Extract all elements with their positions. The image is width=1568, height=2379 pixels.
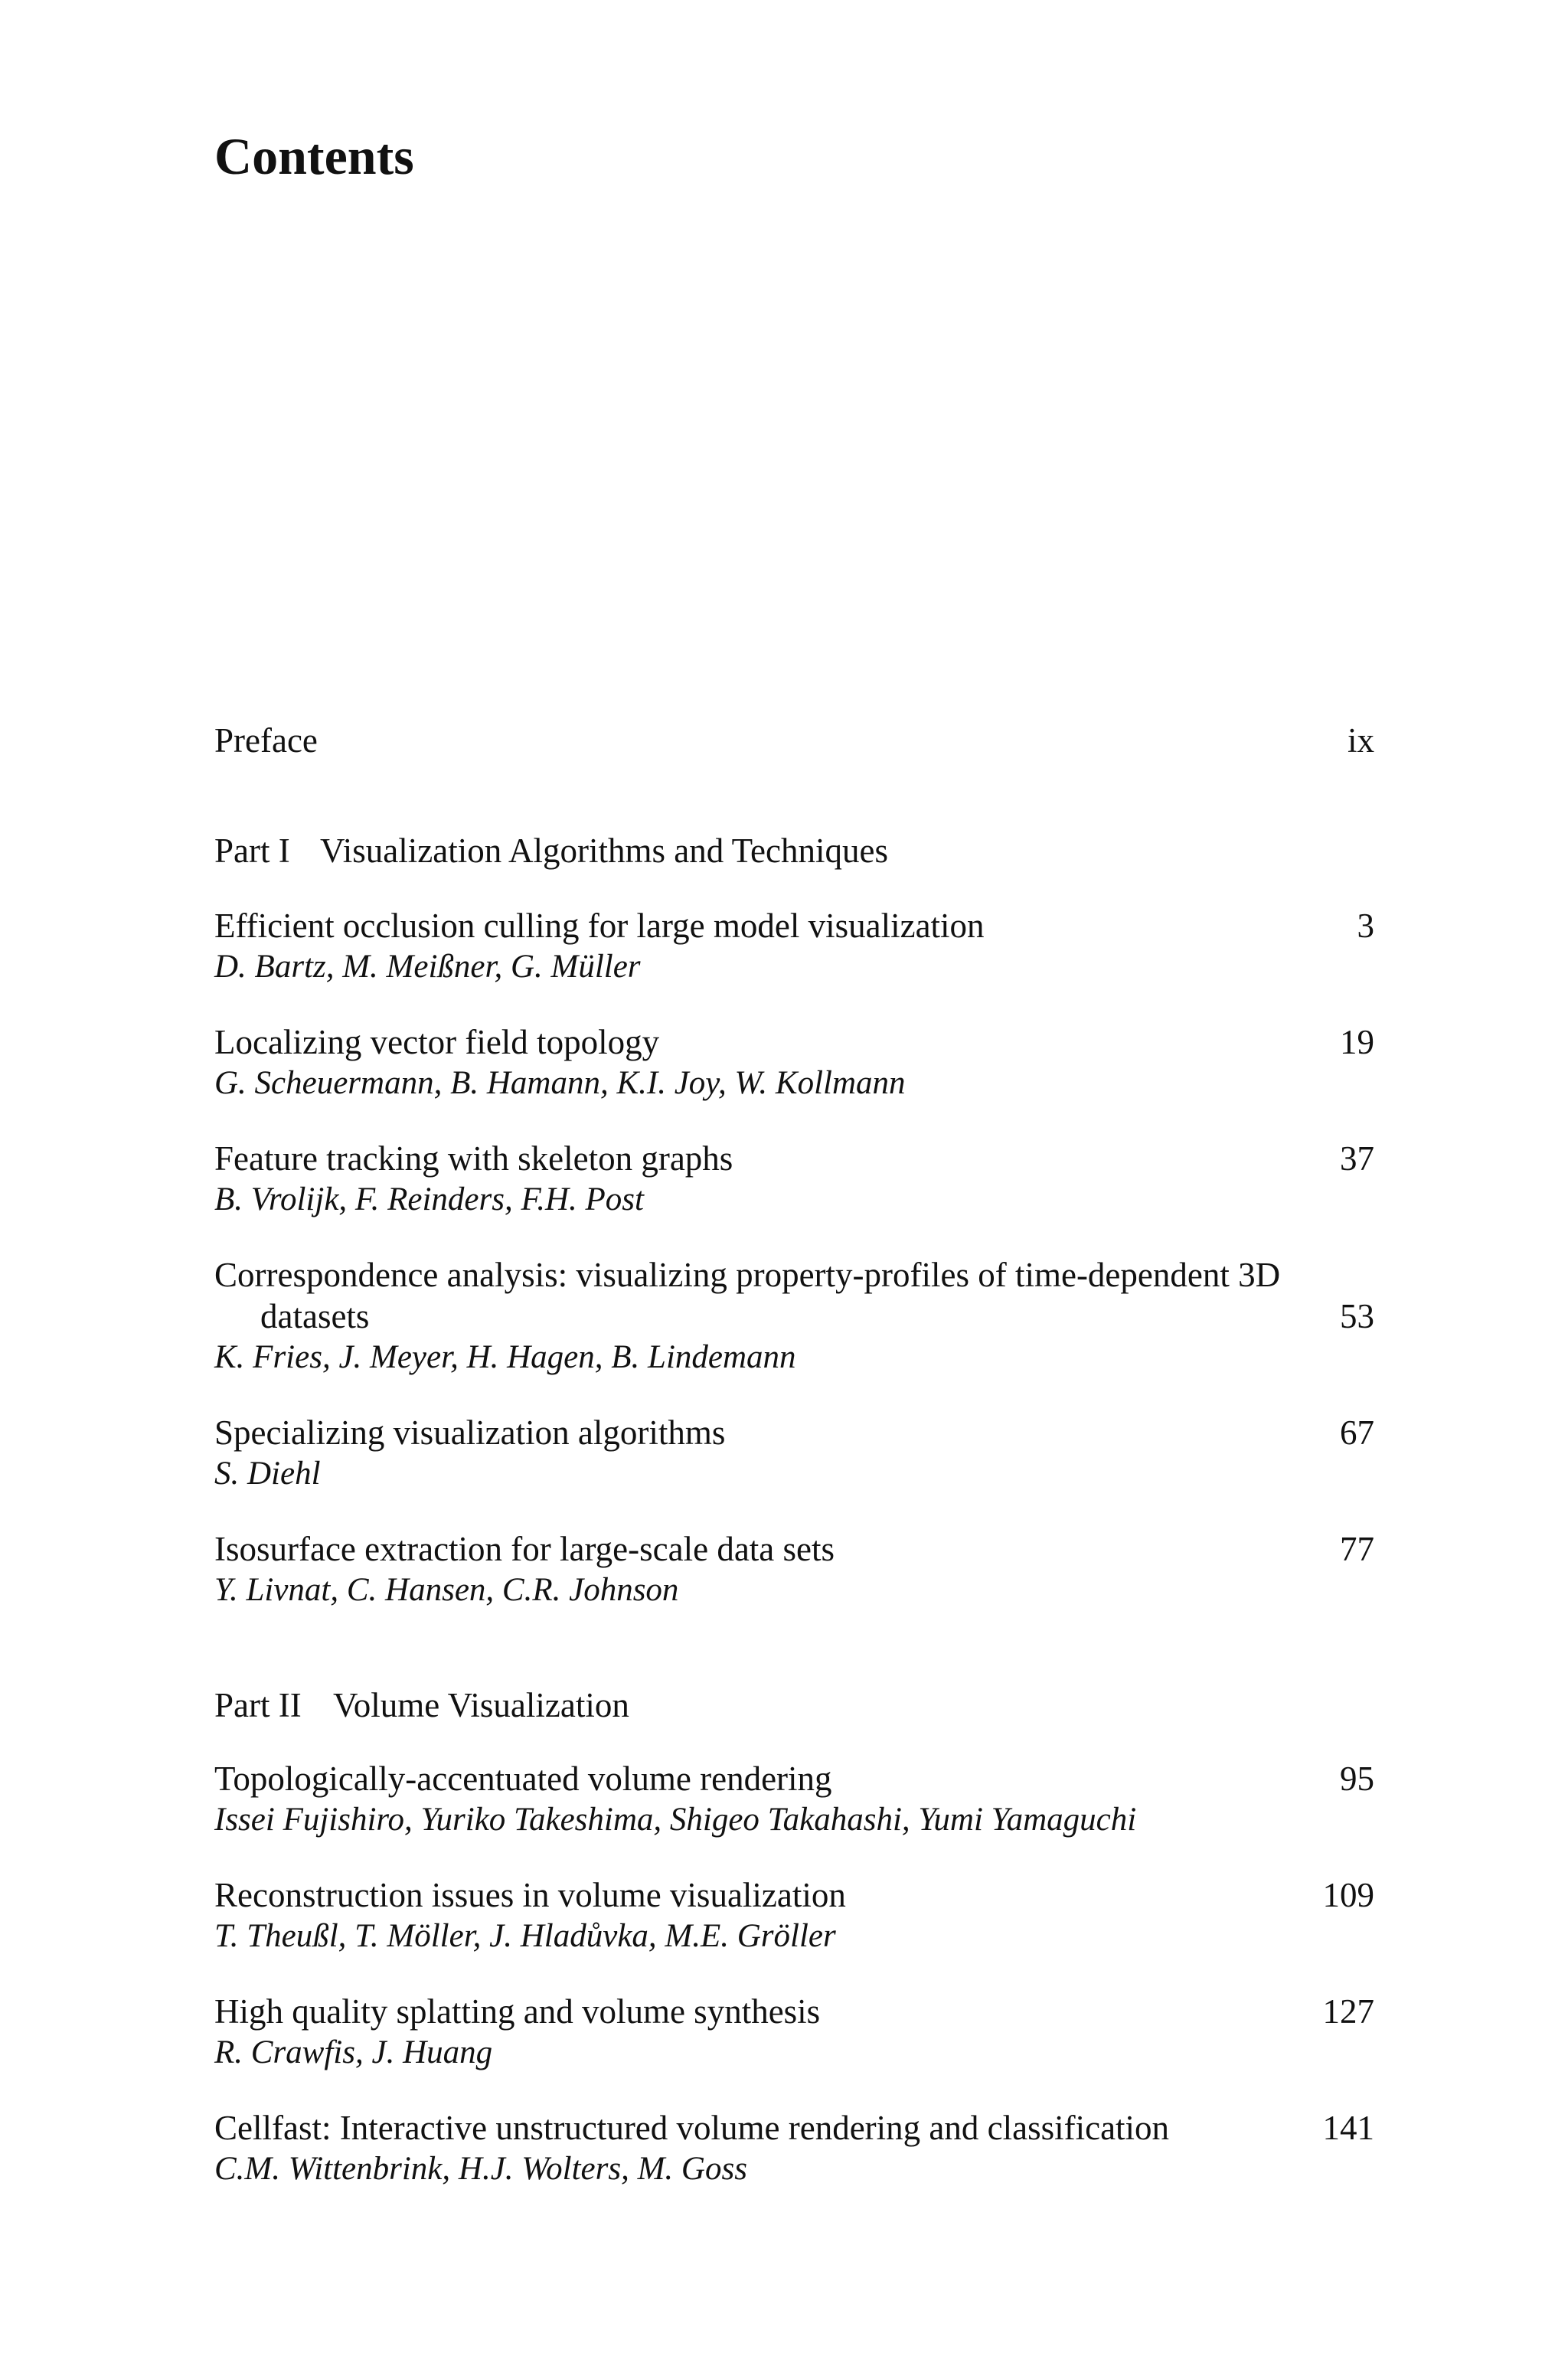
part-heading bbox=[214, 830, 1374, 871]
toc-entry[interactable] bbox=[214, 1021, 1374, 1104]
entry-page-number: 67 bbox=[1340, 1413, 1374, 1452]
page-title: Contents bbox=[214, 127, 414, 185]
entry-title: Correspondence analysis: visualizing property-profiles of time-dependent 3D bbox=[214, 1256, 1281, 1294]
entry-title-cont: datasets bbox=[260, 1297, 370, 1335]
entry-page-number: 141 bbox=[1322, 2109, 1374, 2147]
entry-authors: C.M. Wittenbrink, H.J. Wolters, M. Goss bbox=[214, 2151, 747, 2187]
entry-page-number: 109 bbox=[1322, 1876, 1374, 1914]
entry-title-line bbox=[214, 1758, 1374, 1799]
entry-title: High quality splatting and volume synthesis bbox=[214, 1992, 821, 2031]
entry-title-line bbox=[214, 1021, 1374, 1063]
entry-page-number: 95 bbox=[1340, 1760, 1374, 1798]
entry-title-line bbox=[214, 1528, 1374, 1570]
entry-title-line bbox=[214, 905, 1374, 946]
entry-title-line bbox=[214, 1991, 1374, 2032]
entry-authors: Y. Livnat, C. Hansen, C.R. Johnson bbox=[214, 1572, 679, 1608]
entry-title: Topologically-accentuated volume rendering bbox=[214, 1760, 832, 1798]
entry-title: Isosurface extraction for large-scale data sets bbox=[214, 1530, 835, 1568]
entry-authors: T. Theußl, T. Möller, J. Hladůvka, M.E. Gröller bbox=[214, 1918, 836, 1954]
entry-title: Localizing vector field topology bbox=[214, 1023, 660, 1061]
preface-label: Preface bbox=[214, 721, 318, 760]
entry-title-line bbox=[214, 1874, 1374, 1916]
part-heading bbox=[214, 1685, 1374, 1726]
entry-page-number: 127 bbox=[1322, 1992, 1374, 2031]
toc-entry[interactable] bbox=[214, 1991, 1374, 2073]
toc-entry[interactable] bbox=[214, 2107, 1374, 2190]
table-of-contents bbox=[214, 720, 1374, 2224]
entry-title: Cellfast: Interactive unstructured volume rendering and classification bbox=[214, 2109, 1170, 2147]
entry-title: Efficient occlusion culling for large model visualization bbox=[214, 907, 985, 945]
entry-page-number: 77 bbox=[1340, 1530, 1374, 1568]
part-number: Part I bbox=[214, 832, 290, 870]
entry-authors: R. Crawfis, J. Huang bbox=[214, 2034, 493, 2070]
entry-title-line bbox=[214, 1254, 1374, 1296]
part-number: Part II bbox=[214, 1686, 302, 1724]
entry-authors: B. Vrolijk, F. Reinders, F.H. Post bbox=[214, 1181, 644, 1217]
toc-entry[interactable] bbox=[214, 1528, 1374, 1611]
entry-title-line bbox=[214, 1412, 1374, 1453]
entry-page-number: 53 bbox=[1340, 1297, 1374, 1335]
part-title: Volume Visualization bbox=[333, 1686, 629, 1724]
entry-title: Feature tracking with skeleton graphs bbox=[214, 1139, 733, 1178]
entry-page-number: 37 bbox=[1340, 1139, 1374, 1178]
entry-page-number: 3 bbox=[1357, 907, 1374, 945]
entry-page-number: 19 bbox=[1340, 1023, 1374, 1061]
entry-authors: G. Scheuermann, B. Hamann, K.I. Joy, W. Kollmann bbox=[214, 1065, 906, 1101]
toc-entry[interactable] bbox=[214, 1138, 1374, 1221]
toc-entry[interactable] bbox=[214, 1254, 1374, 1378]
entry-authors: S. Diehl bbox=[214, 1456, 321, 1492]
part-title: Visualization Algorithms and Techniques bbox=[320, 832, 888, 870]
entry-title-continuation bbox=[214, 1296, 1374, 1337]
preface-page-number: ix bbox=[1347, 721, 1374, 760]
toc-entry[interactable] bbox=[214, 1758, 1374, 1841]
entry-title-line bbox=[214, 1138, 1374, 1179]
toc-entry[interactable] bbox=[214, 1874, 1374, 1957]
toc-preface[interactable] bbox=[214, 720, 1374, 761]
entry-authors: K. Fries, J. Meyer, H. Hagen, B. Lindemann bbox=[214, 1339, 796, 1375]
entry-authors: Issei Fujishiro, Yuriko Takeshima, Shigeo Takahashi, Yumi Yamaguchi bbox=[214, 1802, 1137, 1838]
entry-title-line bbox=[214, 2107, 1374, 2149]
entry-authors: D. Bartz, M. Meißner, G. Müller bbox=[214, 949, 641, 985]
entry-title: Specializing visualization algorithms bbox=[214, 1413, 726, 1452]
toc-entry[interactable] bbox=[214, 1412, 1374, 1495]
toc-entry[interactable] bbox=[214, 905, 1374, 988]
entry-title: Reconstruction issues in volume visualization bbox=[214, 1876, 846, 1914]
